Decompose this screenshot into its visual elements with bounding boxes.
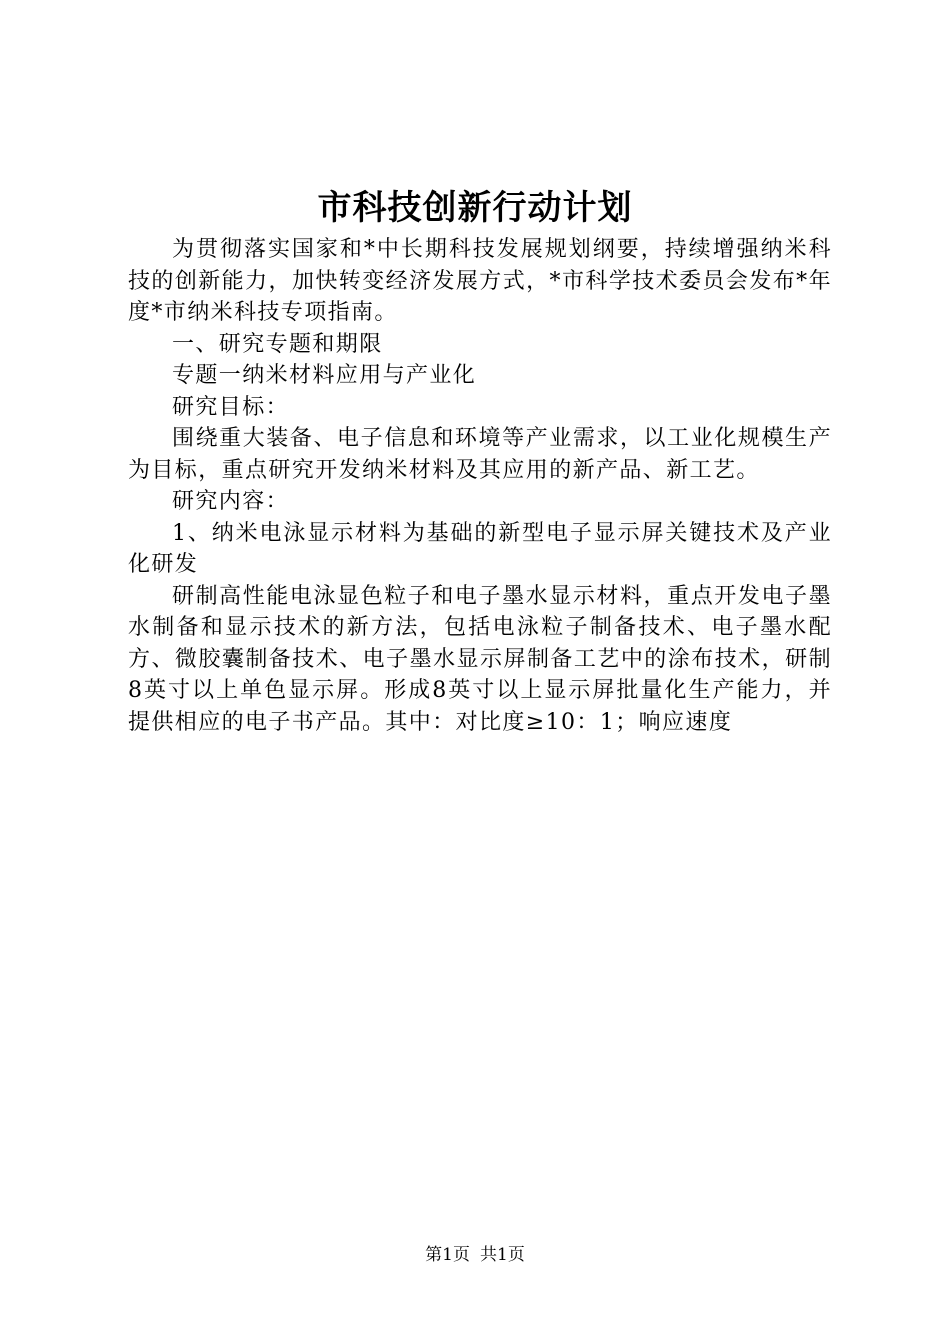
item-heading: 1、纳米电泳显示材料为基础的新型电子显示屏关键技术及产业化研发 — [128, 520, 832, 577]
page-footer — [0, 1243, 950, 1267]
page-total: 共1页 — [480, 1245, 525, 1265]
paragraph-intro: 为贯彻落实国家和*中长期科技发展规划纲要，持续增强纳米科技的创新能力，加快转变经济发展方式，*市科学技术委员会发布*年度*市纳米科技专项指南。 — [128, 237, 832, 325]
document-body — [128, 234, 832, 738]
paragraph-research-goal: 围绕重大装备、电子信息和环境等产业需求，以工业化规模生产为目标，重点研究开发纳米材料及其应用的新产品、新工艺。 — [128, 426, 832, 483]
section-heading: 一、研究专题和期限 — [172, 331, 383, 357]
document-title: 市科技创新行动计划 — [317, 188, 633, 228]
research-goal-label: 研究目标： — [172, 394, 290, 420]
paragraph-item-detail: 研制高性能电泳显色粒子和电子墨水显示材料，重点开发电子墨水制备和显示技术的新方法，包括电泳粒子制备技术、电子墨水配方、微胶囊制备技术、电子墨水显示屏制备工艺中的涂布技术，研制8英寸以上单色显示屏。形成8英寸以上显示屏批量化生产能力，并提供相应的电子书产品。其中：对比度≥10：1；响应速度 — [128, 583, 832, 735]
research-content-label: 研究内容： — [172, 489, 290, 514]
page-number: 第1页 — [425, 1245, 470, 1265]
topic-heading: 专题一纳米材料应用与产业化 — [172, 363, 477, 388]
